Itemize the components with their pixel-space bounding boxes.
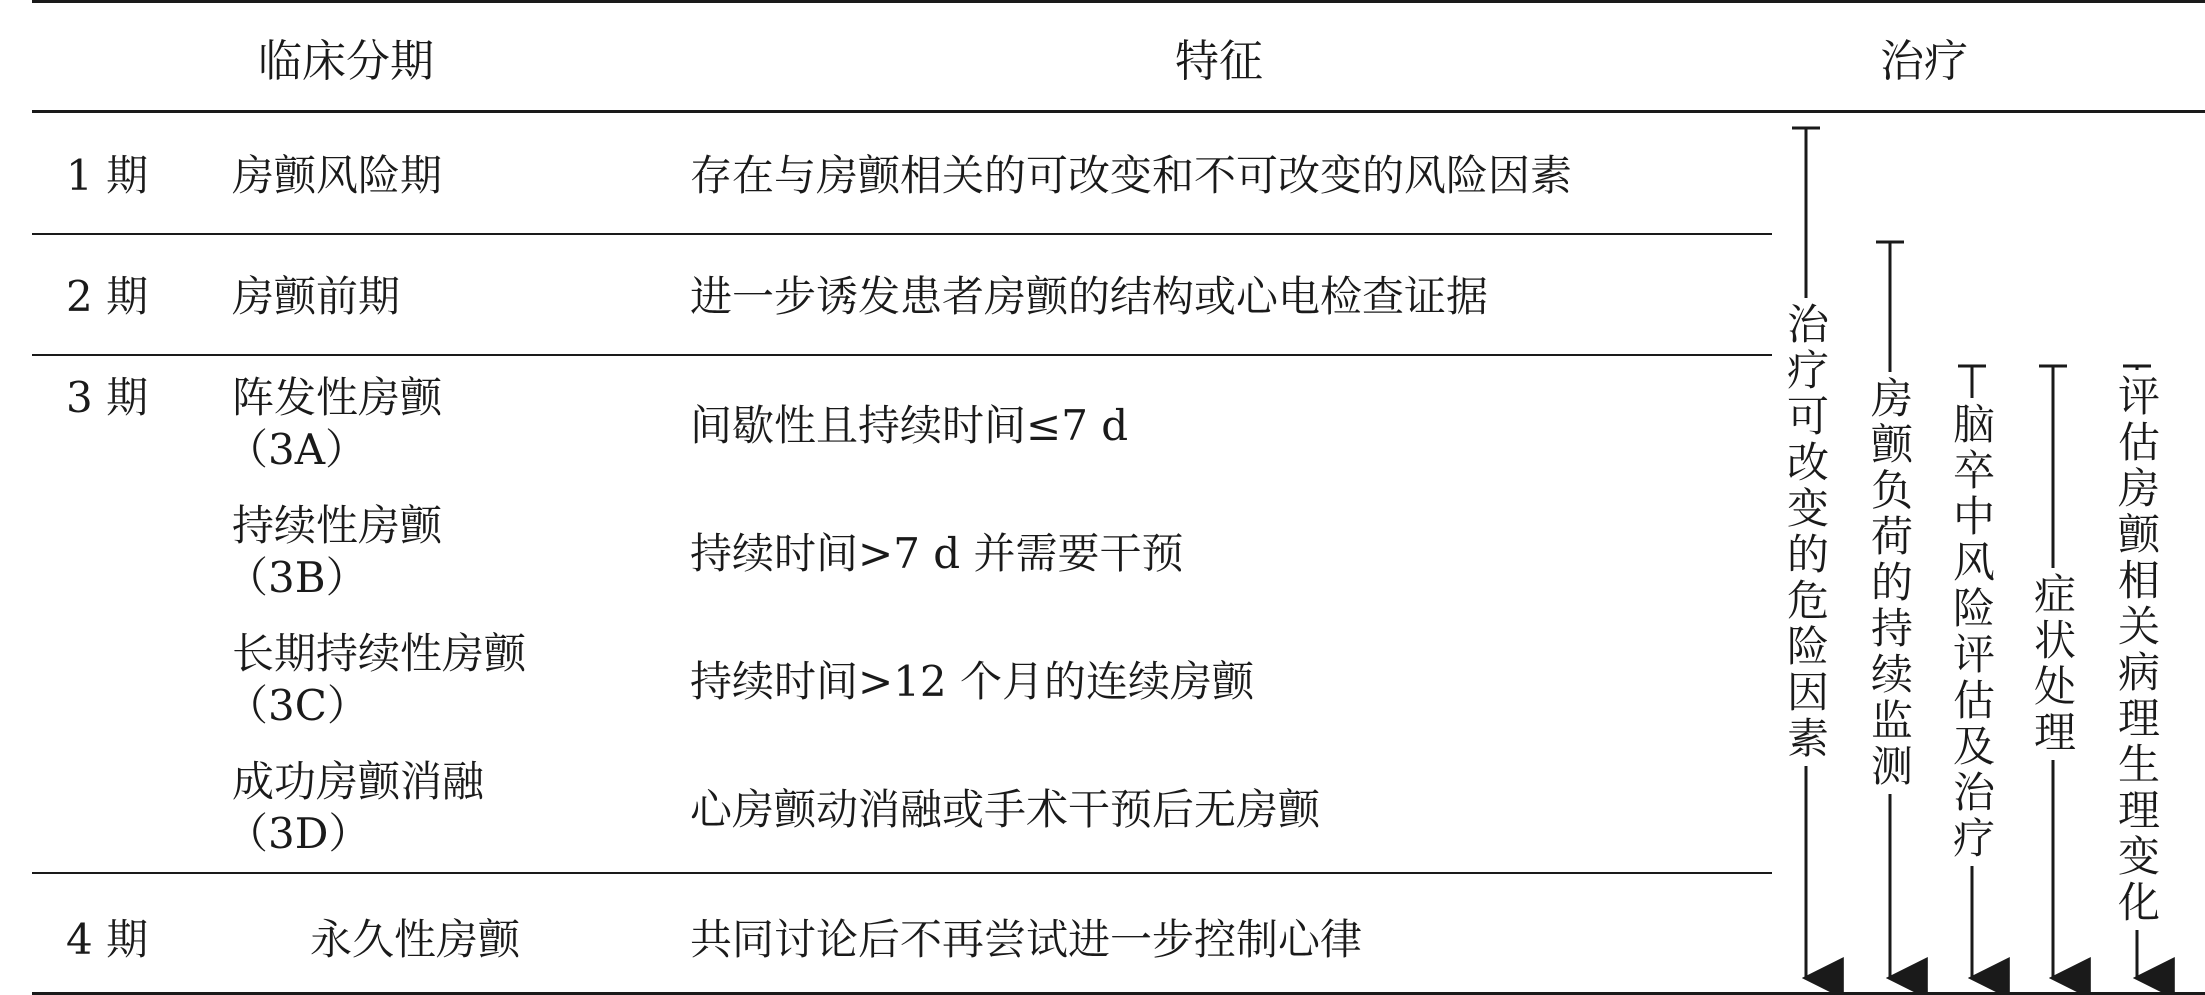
row-4-feature: 共同讨论后不再尝试进一步控制心律	[690, 915, 1363, 964]
header-stage: 临床分期	[258, 36, 434, 87]
treatment-label-3: 脑卒中风险评估及治疗	[1949, 398, 1993, 866]
header-treatment: 治疗	[1880, 36, 1968, 87]
header-feature: 特征	[1175, 36, 1263, 87]
row-3-stage: 3 期	[66, 373, 149, 422]
row-3a-code: （3A）	[226, 425, 368, 474]
treatment-label-4: 症状处理	[2030, 568, 2074, 760]
row-1-name: 房颤风险期	[232, 151, 443, 200]
row-3a-feature: 间歇性且持续时间≤7 d	[690, 401, 1129, 450]
row-3c-code: （3C）	[226, 681, 369, 730]
row-4-stage: 4 期	[66, 915, 149, 964]
row-3c-name: 长期持续性房颤	[232, 629, 527, 678]
row-3a-name: 阵发性房颤	[232, 373, 443, 422]
row-3b-name: 持续性房颤	[232, 501, 443, 550]
row-3b-feature: 持续时间>7 d 并需要干预	[690, 529, 1184, 578]
row-1-feature: 存在与房颤相关的可改变和不可改变的风险因素	[690, 151, 1573, 200]
row-3b-code: （3B）	[226, 553, 368, 602]
row-3d-code: （3D）	[226, 809, 371, 858]
treatment-label-1: 治疗可改变的危险因素	[1783, 298, 1827, 766]
treatment-label-2: 房颤负荷的持续监测	[1867, 372, 1911, 794]
row-4-name: 永久性房颤	[310, 915, 521, 964]
row-2-stage: 2 期	[66, 272, 149, 321]
row-1-stage: 1 期	[66, 151, 149, 200]
row-2-name: 房颤前期	[232, 272, 401, 321]
treatment-label-5: 评估房颤相关病理生理变化	[2114, 370, 2158, 930]
row-2-feature: 进一步诱发患者房颤的结构或心电检查证据	[690, 272, 1489, 321]
row-3c-feature: 持续时间>12 个月的连续房颤	[690, 657, 1254, 706]
row-3d-feature: 心房颤动消融或手术干预后无房颤	[690, 785, 1321, 834]
row-3d-name: 成功房颤消融	[232, 757, 485, 806]
